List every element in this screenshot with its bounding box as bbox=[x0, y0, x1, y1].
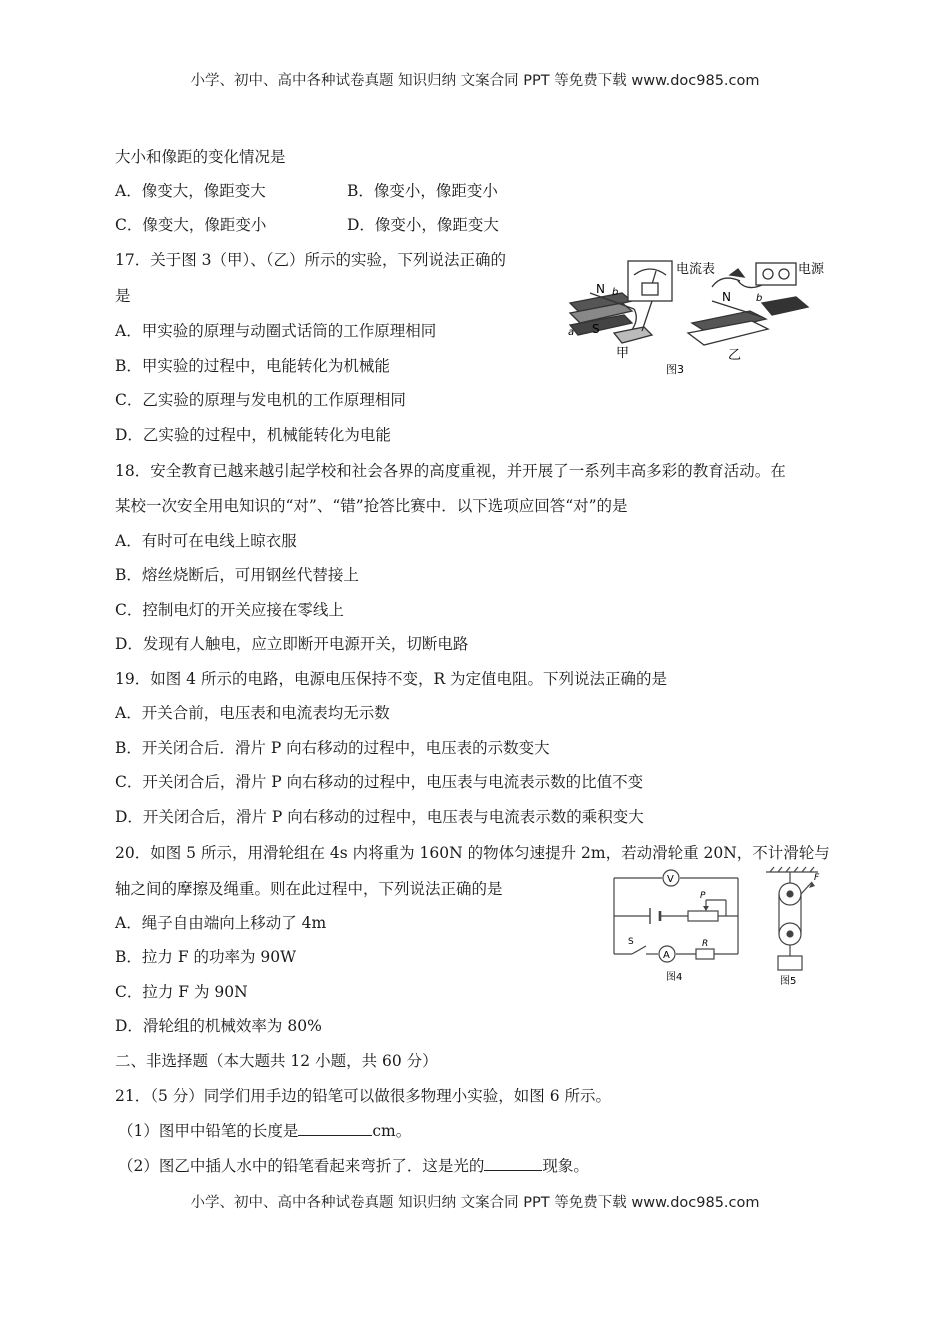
q17-option-c: C．乙实验的原理与发电机的工作原理相同 bbox=[115, 391, 406, 409]
fig3-label-jia: 甲 bbox=[616, 346, 630, 361]
q21-part1 bbox=[118, 1120, 411, 1141]
fig3-ammeter bbox=[628, 261, 672, 331]
q19-stem: 19．如图 4 所示的电路，电源电压保持不变，R 为定值电阻。下列说法正确的是 bbox=[115, 670, 668, 688]
page-header: 小学、初中、高中各种试卷真题 知识归纳 文案合同 PPT 等免费下载 www.doc985.com bbox=[190, 73, 760, 89]
fig3-label-b2: b bbox=[756, 293, 763, 304]
fig3-label-s1: S bbox=[592, 322, 600, 336]
section-2-title: 二、非选择题（本大题共 12 小题，共 60 分） bbox=[115, 1052, 438, 1070]
fig4-switch bbox=[628, 937, 646, 954]
svg-text:A: A bbox=[663, 950, 670, 961]
q21-part1-text-after: cm。 bbox=[372, 1122, 412, 1140]
q19-option-d: D．开关闭合后，滑片 P 向右移动的过程中，电压表与电流表示数的乘积变大 bbox=[115, 808, 644, 826]
q20-option-b: B．拉力 F 的功率为 90W bbox=[115, 948, 297, 966]
q16-option-c: C．像变大，像距变小 bbox=[115, 216, 267, 234]
q18-stem-line2: 某校一次安全用电知识的“对”、“错”抢答比赛中．以下选项应回答“对”的是 bbox=[115, 497, 628, 515]
q21-part2-answer-blank[interactable] bbox=[484, 1155, 542, 1171]
fig4-ammeter bbox=[659, 946, 675, 962]
fig5-rope-free bbox=[801, 882, 812, 894]
q17-stem-line2: 是 bbox=[115, 287, 131, 305]
q20-stem-line2: 轴之间的摩擦及绳重。则在此过程中，下列说法正确的是 bbox=[115, 880, 503, 898]
fig3-label-n2: N bbox=[722, 290, 731, 304]
q18-stem-line1: 18．安全教育已越来越引起学校和社会各界的高度重视，并开展了一系列丰高多彩的教育活动。在 bbox=[115, 462, 786, 480]
q19-option-a: A．开关合前，电压表和电流表均无示数 bbox=[115, 704, 390, 722]
fig3-caption: 图3 bbox=[666, 363, 684, 376]
figure-4 bbox=[608, 866, 748, 988]
fig5-ceiling-hatch bbox=[770, 867, 814, 872]
fig3-label-ammeter: 电流表 bbox=[676, 262, 716, 277]
q21-part2-text-before: （2）图乙中插人水中的铅笔看起来弯折了．这是光的 bbox=[118, 1157, 485, 1175]
figure-3 bbox=[562, 253, 832, 383]
fig5-caption: 图5 bbox=[780, 976, 797, 987]
q20-stem-line1: 20．如图 5 所示，用滑轮组在 4s 内将重为 160N 的物体匀速提升 2m，若动滑轮重 20N，不计滑轮与 bbox=[115, 844, 830, 862]
fig5-weight bbox=[778, 956, 802, 970]
svg-text:V: V bbox=[667, 874, 674, 885]
fig4-caption: 图4 bbox=[666, 972, 683, 983]
q17-option-a: A．甲实验的原理与动圈式话筒的工作原理相同 bbox=[115, 322, 437, 340]
fig3-label-a1: a bbox=[568, 327, 575, 338]
fig3-label-power: 电源 bbox=[798, 262, 825, 277]
fig3-label-b1: b bbox=[612, 287, 619, 298]
q21-stem: 21．（5 分）同学们用手边的铅笔可以做很多物理小实验，如图 6 所示。 bbox=[115, 1087, 611, 1105]
page-footer: 小学、初中、高中各种试卷真题 知识归纳 文案合同 PPT 等免费下载 www.doc985.com bbox=[190, 1195, 760, 1211]
fig4-resistor bbox=[696, 939, 714, 959]
q16-option-a: A．像变大，像距变大 bbox=[115, 182, 266, 200]
q21-part1-answer-blank[interactable] bbox=[298, 1120, 372, 1136]
fig5-fixed-pulley bbox=[779, 883, 801, 905]
q18-option-a: A．有时可在电线上晾衣服 bbox=[115, 532, 297, 550]
fig4-battery bbox=[650, 908, 660, 924]
q16-option-d: D．像变小，像距变大 bbox=[347, 216, 499, 234]
q20-option-a: A．绳子自由端向上移动了 4m bbox=[115, 914, 327, 932]
q16-stem: 大小和像距的变化情况是 bbox=[115, 148, 286, 166]
q17-option-d: D．乙实验的过程中，机械能转化为电能 bbox=[115, 426, 391, 444]
q19-option-b: B．开关闭合后．滑片 P 向右移动的过程中，电压表的示数变大 bbox=[115, 739, 550, 757]
fig3-label-yi: 乙 bbox=[728, 348, 742, 363]
figure-5 bbox=[758, 866, 830, 988]
q17-stem-line1: 17．关于图 3（甲）、（乙）所示的实验，下列说法正确的 bbox=[115, 251, 507, 269]
svg-text:R: R bbox=[702, 939, 709, 949]
q17-option-b: B．甲实验的过程中，电能转化为机械能 bbox=[115, 357, 390, 375]
q20-option-c: C．拉力 F 为 90N bbox=[115, 983, 248, 1001]
q21-part2-text-after: 现象。 bbox=[542, 1157, 589, 1175]
svg-text:P: P bbox=[700, 891, 706, 901]
q18-option-d: D．发现有人触电，应立即断开电源开关，切断电路 bbox=[115, 635, 469, 653]
q19-option-c: C．开关闭合后，滑片 P 向右移动的过程中，电压表与电流表示数的比值不变 bbox=[115, 773, 644, 791]
q21-part1-text-before: （1）图甲中铅笔的长度是 bbox=[118, 1122, 299, 1140]
fig3-label-n1: N bbox=[596, 282, 605, 296]
svg-text:S: S bbox=[628, 937, 634, 947]
q21-part2 bbox=[118, 1155, 589, 1176]
q16-option-b: B．像变小，像距变小 bbox=[347, 182, 498, 200]
fig4-voltmeter bbox=[663, 870, 679, 886]
q18-option-c: C．控制电灯的开关应接在零线上 bbox=[115, 601, 344, 619]
q18-option-b: B．熔丝烧断后，可用钢丝代替接上 bbox=[115, 566, 359, 584]
q20-option-d: D．滑轮组的机械效率为 80% bbox=[115, 1017, 322, 1035]
fig5-movable-pulley bbox=[779, 923, 801, 945]
fig5-label-f: F bbox=[814, 873, 820, 883]
